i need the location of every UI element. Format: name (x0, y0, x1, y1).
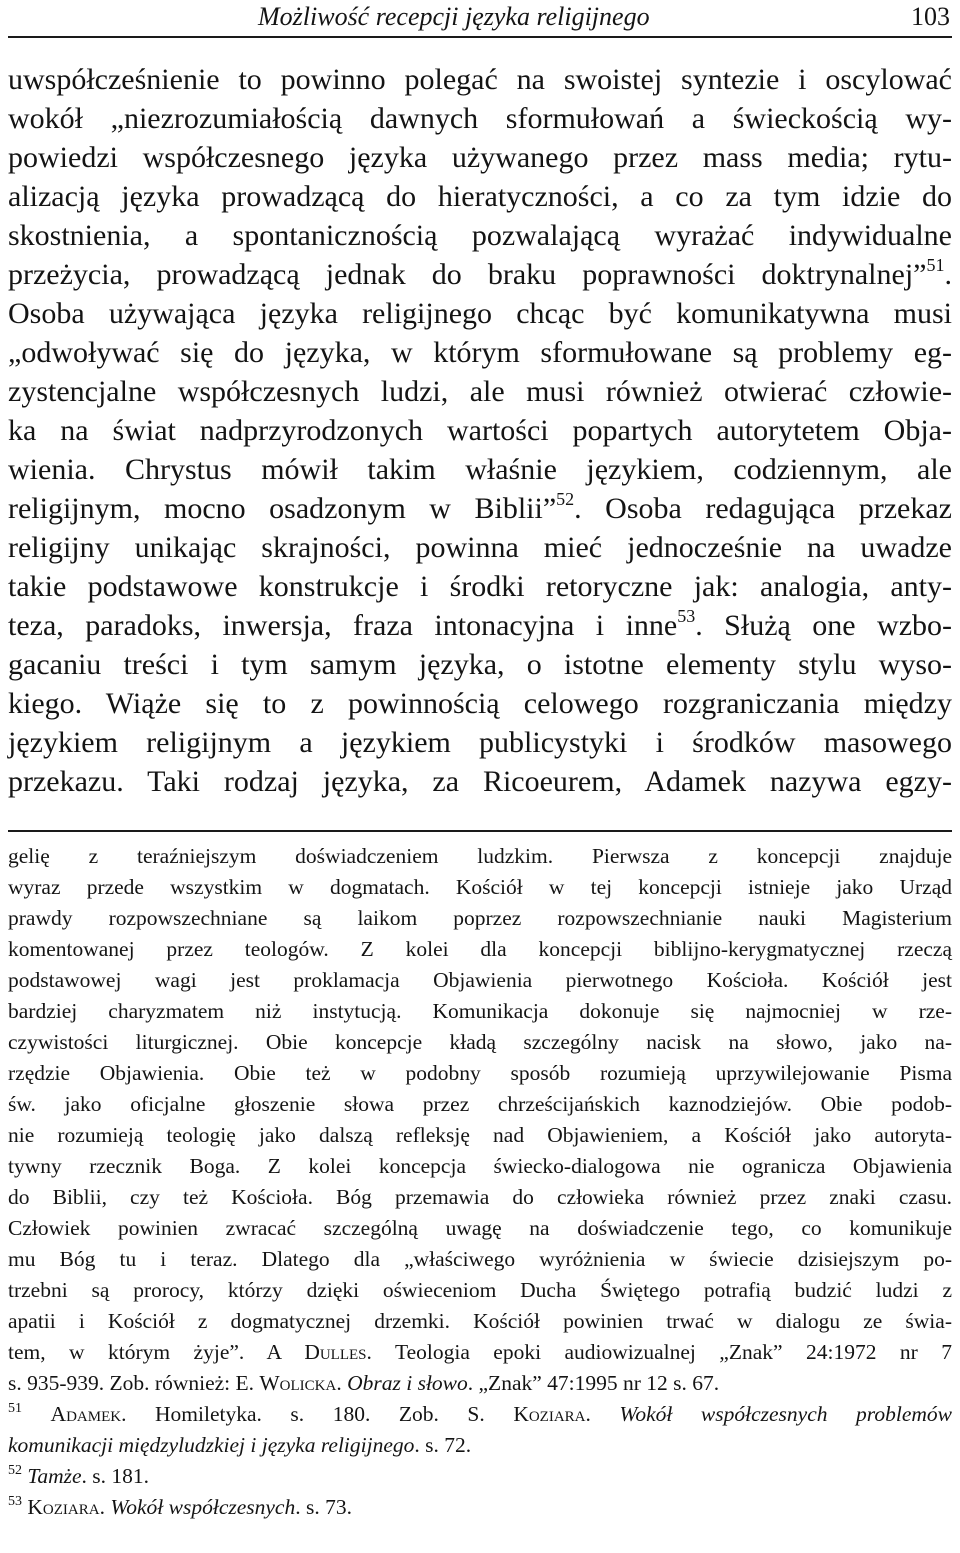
footnote-51 (8, 1399, 952, 1430)
page-number: 103 (911, 2, 950, 31)
footnote-line: tywny rzecznik Boga. Z kolei koncepcja świecko-dialogowa nie ogranicza Objawienia (8, 1154, 952, 1178)
footnote-line (8, 1368, 952, 1399)
footnote-line: apatii i Kościół z dogmatycznej drzemki. Kościół powinien trwać w dialogu ze świa- (8, 1309, 952, 1333)
text-segment: . Homiletyka. s. 180. Zob. S. (121, 1402, 485, 1426)
text-segment: tem, w którym żyje”. A (8, 1340, 281, 1364)
work-title: komunikacji międzyludzkiej i języka religijnego (8, 1433, 415, 1457)
text-line: skostnienia, a spontanicznością pozwalającą wyrażać indywidualne (8, 219, 952, 252)
text-line: wokół „niezrozumiałością dawnych sformułowań a świeckością wy- (8, 102, 952, 135)
text-segment: . Teologia epoki audiowizualnej „Znak” 24:1972 nr 7 (366, 1340, 952, 1364)
text-line (8, 606, 952, 645)
text-line: przekazu. Taki rodzaj języka, za Ricoeurem, Adamek nazywa egzy- (8, 765, 952, 798)
text-segment: przeżycia, prowadzącą jednak do braku poprawności doktrynalnej” (8, 258, 927, 291)
text-line: religijny unikając skrajności, powinna mieć jednocześnie na uwadze (8, 531, 952, 564)
author-name: Wolicka (259, 1371, 337, 1395)
author-name: Koziara (513, 1402, 586, 1426)
author-name: Koziara (27, 1495, 100, 1519)
main-text (8, 60, 952, 801)
text-line: powiedzi współczesnego języka używanego przez mass media; rytu- (8, 141, 952, 174)
text-segment: . „Znak” 47:1995 nr 12 s. 67. (467, 1371, 720, 1395)
text-segment: . (99, 1495, 105, 1519)
running-header (8, 0, 952, 38)
text-line: „odwoływać się do języka, w którym sformułowane są problemy eg- (8, 336, 952, 369)
text-segment: . (944, 258, 952, 291)
footnote-line: bardziej charyzmatem niż instytucją. Komunikacja dokonuje się najmocniej w rze- (8, 999, 952, 1023)
footnote-line: mu Bóg tu i teraz. Dlatego dla „właściwego wyróżnienia w świecie dzisiejszym po- (8, 1247, 952, 1271)
text-line (8, 489, 952, 528)
text-segment: . (336, 1371, 342, 1395)
footnote-ref-53: 53 (677, 606, 696, 626)
text-line: alizacją języka prowadzącą do hieratyczności, a co za tym idzie do (8, 180, 952, 213)
footnote-53 (8, 1492, 952, 1523)
footnote-line: komentowanej przez teologów. Z kolei dla koncepcji biblijno-kerygmatycznej rzeczą (8, 937, 952, 961)
footnote-ref-51: 51 (926, 255, 945, 275)
text-line (8, 255, 952, 294)
footnote-line: prawdy rozpowszechniane są laikom poprzez rozpowszechnianie nauki Magisterium (8, 906, 952, 930)
footnotes (8, 841, 952, 1523)
footnote-line: gelię z teraźniejszym doświadczeniem ludzkim. Pierwsza z koncepcji znajduje (8, 844, 952, 868)
footnote-number: 51 (8, 1401, 22, 1416)
footnote-line (8, 1337, 952, 1368)
text-segment: . (585, 1402, 591, 1426)
footnote-52 (8, 1461, 952, 1492)
work-title: Obraz i słowo (347, 1371, 468, 1395)
author-name: Dulles (304, 1340, 367, 1364)
footnote-number: 52 (8, 1463, 22, 1478)
footnote-line: nie rozumieją teologię jako dalszą refleksję nad Objawieniem, a Kościół jako autoryta- (8, 1123, 952, 1147)
footnote-number: 53 (8, 1494, 22, 1509)
text-line: gacaniu treści i tym samym języka, o istotne elementy stylu wyso- (8, 648, 952, 681)
text-segment: s. 935-939. Zob. również: E. (8, 1371, 255, 1395)
text-segment: religijnym, mocno osadzonym w Biblii” (8, 492, 557, 525)
text-segment: . s. 181. (81, 1464, 150, 1488)
footnote-separator (8, 830, 952, 832)
text-line: uwspółcześnienie to powinno polegać na swoistej syntezie i oscylować (8, 63, 952, 96)
footnote-line (8, 1430, 952, 1461)
text-line: językiem religijnym a językiem publicystyki i środków masowego (8, 726, 952, 759)
work-title: Wokół współczesnych problemów (619, 1402, 952, 1426)
footnote-line: rzędzie Objawienia. Obie też w podobny sposób rozumieją uprzywilejowanie Pisma (8, 1061, 952, 1085)
footnote-line: św. jako oficjalne głoszenie słowa przez chrześcijańskich kaznodziejów. Obie podob- (8, 1092, 952, 1116)
footnote-line: trzebni są prorocy, którzy dzięki oświeceniom Ducha Świętego potrafią budzić ludzi z (8, 1278, 952, 1302)
text-segment: . Osoba redagująca przekaz (574, 492, 952, 525)
footnote-ref-52: 52 (556, 489, 575, 509)
text-segment: teza, paradoks, inwersja, fraza intonacyjna i inne (8, 609, 678, 642)
work-title: Tamże (27, 1464, 82, 1488)
author-name: Adamek (50, 1402, 122, 1426)
text-line: ka na świat nadprzyrodzonych wartości popartych autorytetem Obja- (8, 414, 952, 447)
text-line: takie podstawowe konstrukcje i środki retoryczne jak: analogia, anty- (8, 570, 952, 603)
footnote-line: do Biblii, czy też Kościoła. Bóg przemawia do człowieka również przez znaki czasu. (8, 1185, 952, 1209)
text-line: kiego. Wiąże się to z powinnością celowego rozgraniczania między (8, 687, 952, 720)
running-title: Możliwość recepcji języka religijnego (258, 2, 650, 31)
footnote-line: Człowiek powinien zwracać szczególną uwagę na doświadczenie tego, co komunikuje (8, 1216, 952, 1240)
text-line: Osoba używająca języka religijnego chcąc być komunikatywna musi (8, 297, 952, 330)
footnote-line: wyraz przede wszystkim w dogmatach. Kościół w tej koncepcji istnieje jako Urząd (8, 875, 952, 899)
text-line: zystencjalne współczesnych ludzi, ale musi również otwierać człowie- (8, 375, 952, 408)
text-segment: . s. 72. (414, 1433, 472, 1457)
text-line: wienia. Chrystus mówił takim właśnie językiem, codziennym, ale (8, 453, 952, 486)
text-segment: . s. 73. (295, 1495, 352, 1519)
work-title: Wokół współczesnych (110, 1495, 296, 1519)
text-segment: . Służą one wzbo- (695, 609, 952, 642)
footnote-line: podstawowej wagi jest proklamacja Objawienia pierwotnego Kościoła. Kościół jest (8, 968, 952, 992)
footnote-line: czywistości liturgicznej. Obie koncepcje kładą szczególny nacisk na słowo, jako na- (8, 1030, 952, 1054)
